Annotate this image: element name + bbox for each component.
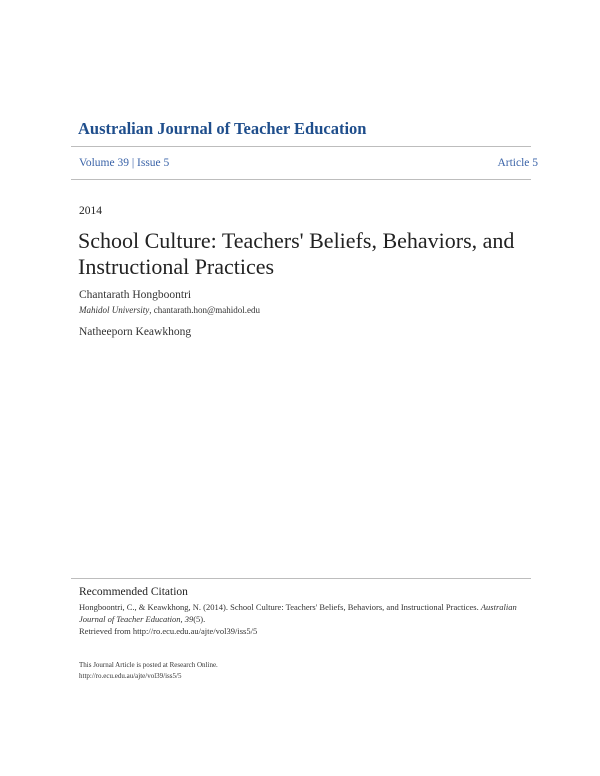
paper-title: School Culture: Teachers' Beliefs, Behaviors, and Instructional Practices bbox=[78, 228, 515, 279]
journal-title[interactable]: Australian Journal of Teacher Education bbox=[78, 119, 367, 138]
recommended-citation-heading: Recommended Citation bbox=[79, 586, 188, 598]
author-name-2: Natheeporn Keawkhong bbox=[79, 326, 192, 338]
posted-url[interactable]: http://ro.ecu.edu.au/ajte/vol39/iss5/5 bbox=[79, 672, 182, 680]
affiliation-institution: Mahidol University bbox=[79, 305, 150, 315]
volume-link[interactable]: Volume 39 bbox=[79, 157, 129, 169]
author-affiliation bbox=[79, 305, 260, 315]
header-divider-top bbox=[71, 146, 531, 147]
volume-issue-line bbox=[79, 157, 169, 169]
issue-link[interactable]: Issue 5 bbox=[137, 157, 170, 169]
author-name: Chantarath Hongboontri bbox=[79, 289, 192, 301]
citation-body: Hongboontri, C., & Keawkhong, N. (2014). School Culture: Teachers' Beliefs, Behaviors, and Instructional Practices. bbox=[79, 602, 481, 612]
citation-text bbox=[79, 601, 539, 637]
author-email[interactable]: chantarath.hon@mahidol.edu bbox=[153, 305, 261, 315]
header-divider-bottom bbox=[71, 179, 531, 180]
citation-retrieved-url[interactable]: Retrieved from http://ro.ecu.edu.au/ajte/vol39/iss5/5 bbox=[79, 626, 258, 636]
posted-text: This Journal Article is posted at Research Online. bbox=[79, 661, 218, 669]
affiliation-separator: , bbox=[149, 305, 154, 315]
citation-journal: Australian Journal of Teacher Education, 39 bbox=[79, 602, 517, 624]
article-number[interactable]: Article 5 bbox=[497, 157, 538, 169]
citation-issue: (5). bbox=[193, 614, 206, 624]
posted-notice bbox=[79, 660, 218, 682]
citation-divider bbox=[71, 578, 531, 579]
publication-year: 2014 bbox=[79, 205, 102, 217]
volume-issue-separator: | bbox=[128, 157, 138, 169]
